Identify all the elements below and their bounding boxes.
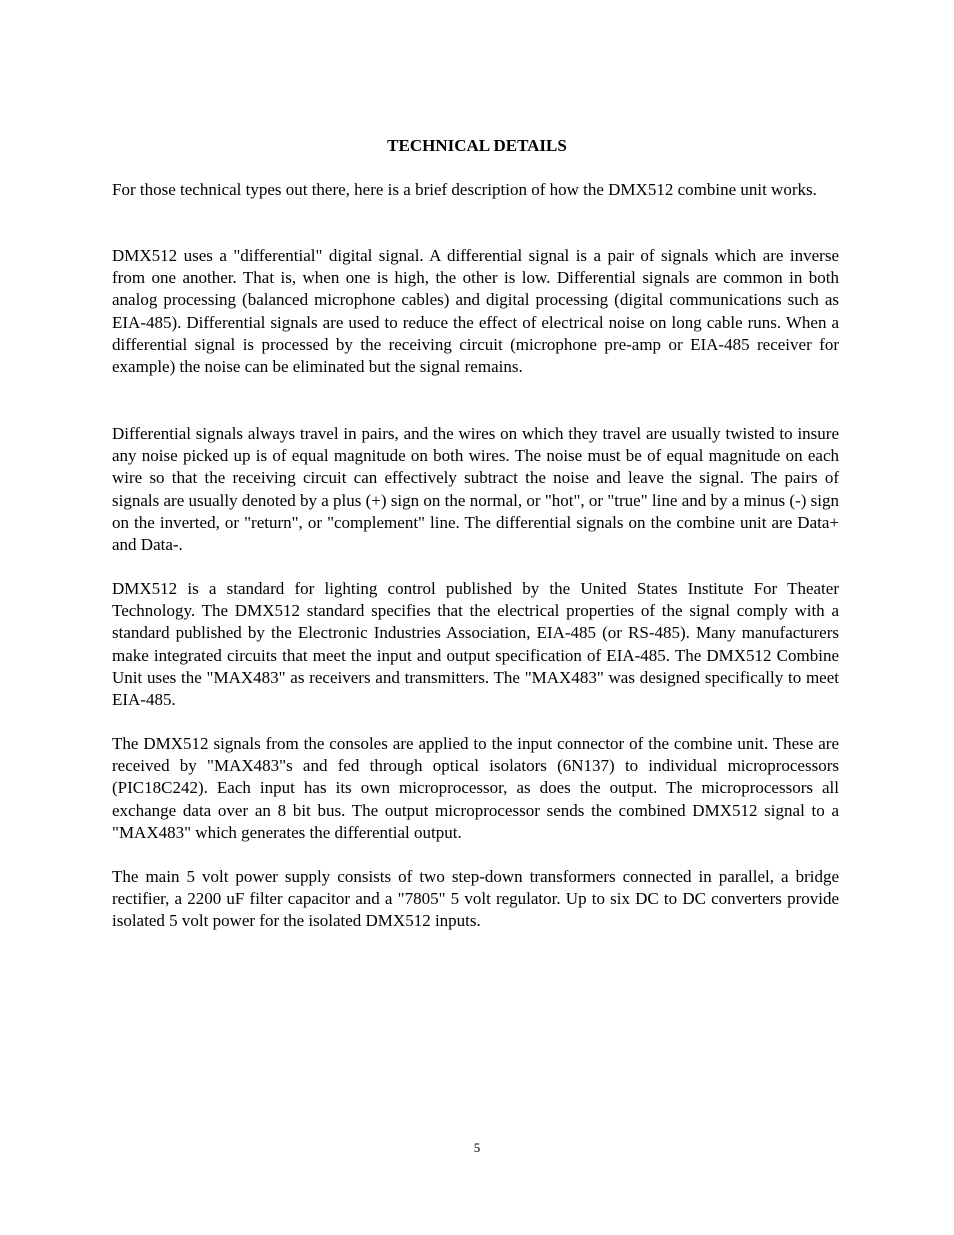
paragraph-power-supply: The main 5 volt power supply consists of two step-down transformers connected in parallel, a bridge rectifier, a 2200 uF filter capacitor and a "7805" 5 volt regulator. Up to six DC to DC converters provide isolated 5 volt power for the isolated DMX512 inputs. <box>112 867 839 931</box>
paragraph-signal-pairs: Differential signals always travel in pairs, and the wires on which they travel are usually twisted to insure any noise picked up is of equal magnitude on both wires. The noise must be of equal magnitude on each wire so that the receiving circuit can effectively subtract the noise and leave the signal. The pairs of signals are usually denoted by a plus (+) sign on the normal, or "hot", or "true" line and by a minus (-) sign on the inverted, or "return", or "complement" line. The differential signals on the combine unit are Data+ and Data-. <box>112 424 839 555</box>
paragraph-intro: For those technical types out there, here is a brief description of how the DMX512 combine unit works. <box>112 180 817 199</box>
section-title: TECHNICAL DETAILS <box>387 136 567 155</box>
paragraph-differential-signal: DMX512 uses a "differential" digital signal. A differential signal is a pair of signals which are inverse from one another. That is, when one is high, the other is low. Differential signals are common in both analog processing (balanced microphone cables) and digital processing (digital communications such as EIA-485). Differential signals are used to reduce the effect of electrical noise on long cable runs. When a differential signal is processed by the receiving circuit (microphone pre-amp or EIA-485 receiver for example) the noise can be eliminated but the signal remains. <box>112 246 839 377</box>
paragraph-dmx512-standard: DMX512 is a standard for lighting control published by the United States Institute For Theater Technology. The DMX512 standard specifies that the electrical properties of the signal comply with a standard published by the Electronic Industries Association, EIA-485 (or RS-485). Many manufacturers make integrated circuits that meet the input and output specification of EIA-485. The DMX512 Combine Unit uses the "MAX483" as receivers and transmitters. The "MAX483" was designed specifically to meet EIA-485. <box>112 579 839 710</box>
page-number: 5 <box>473 1140 481 1155</box>
paragraph-signal-path: The DMX512 signals from the consoles are applied to the input connector of the combine unit. These are received by "MAX483"s and fed through optical isolators (6N137) to individual microprocessors (PIC18C242). Each input has its own microprocessor, as does the output. The microprocessors all exchange data over an 8 bit bus. The output microprocessor sends the combined DMX512 signal to a "MAX483" which generates the differential output. <box>112 734 839 842</box>
